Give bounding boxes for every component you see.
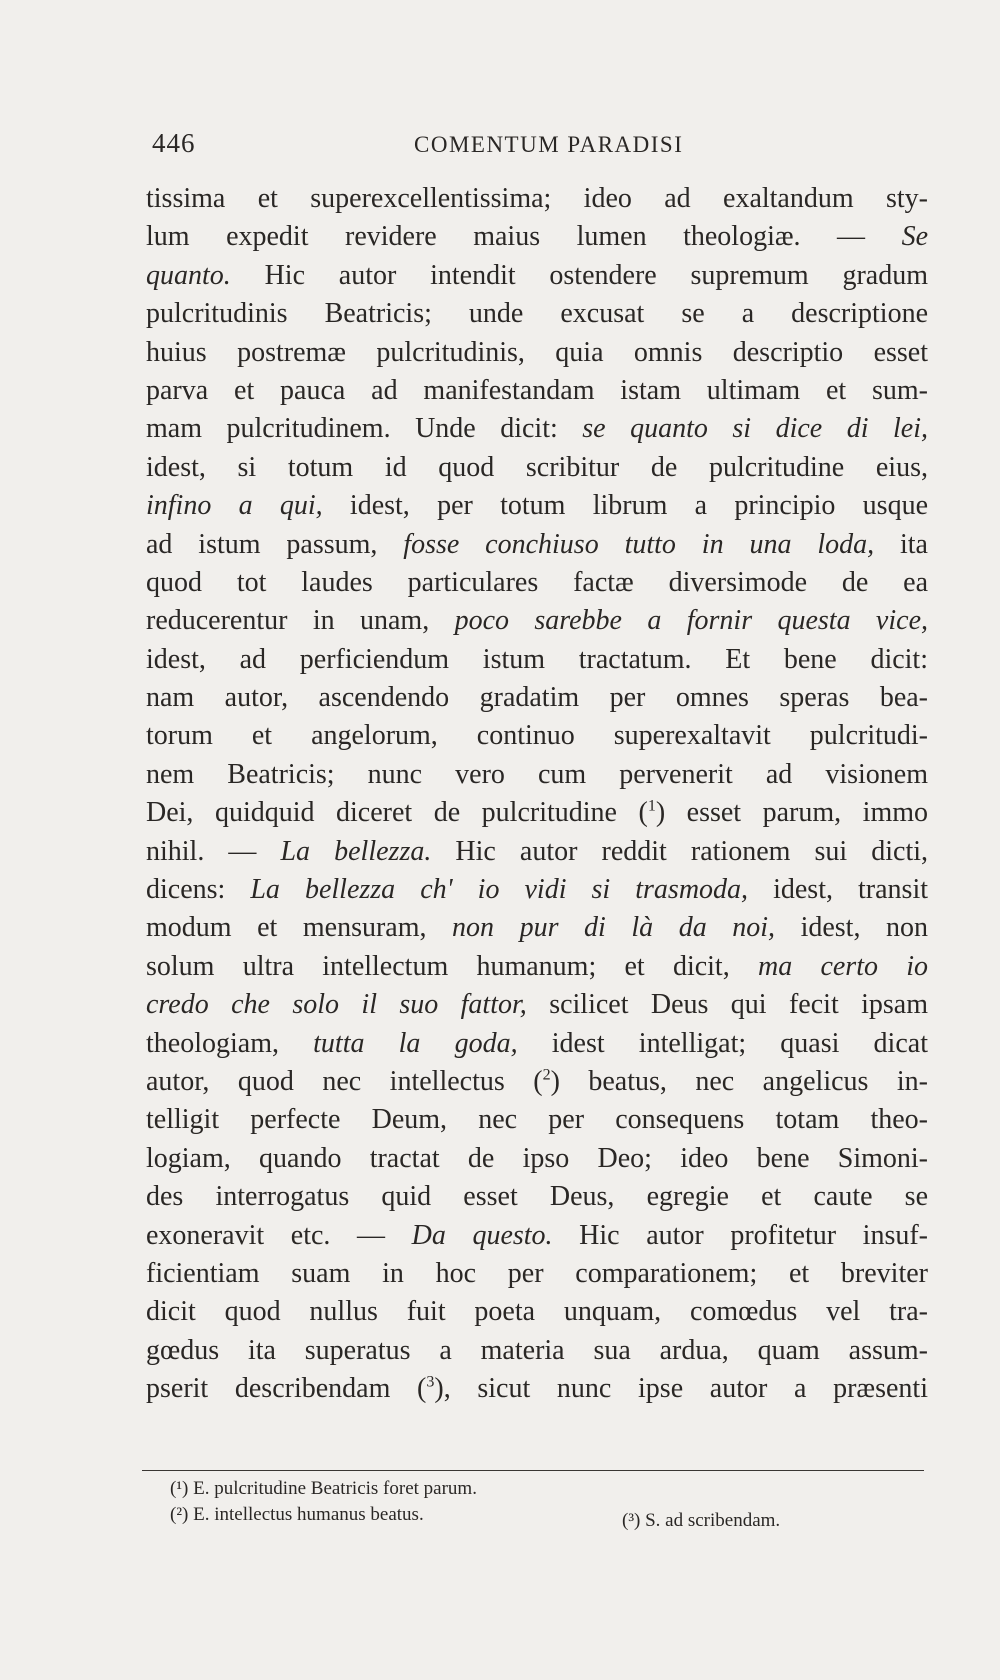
text-run: des interrogatus quid esset Deus, egregie et caute se [146,1181,928,1213]
text-run: parva et pauca ad manifestandam istam ultimam et sum- [146,374,928,406]
text-run: nem Beatricis; nunc vero cum pervenerit ad visionem [146,758,928,790]
italic-quote: credo che solo il suo fattor, [146,989,527,1021]
italic-quote: non pur di là da noi, [452,912,776,944]
text-run: lum expedit revidere maius lumen theologiæ. — [146,221,902,253]
text-line [146,1025,928,1063]
text-run: dicens: [146,874,251,906]
text-line [146,1332,928,1370]
page-number: 446 [152,128,196,158]
italic-quote: se quanto si dice di lei, [582,413,928,445]
footnotes [170,1476,930,1531]
footnote-row [170,1476,930,1502]
text-run: Hic autor intendit ostendere supremum gradum [230,259,928,291]
text-run: ) beatus, nec angelicus in- [550,1065,928,1097]
text-line [146,1140,928,1178]
italic-quote: La bellezza. [280,835,432,867]
text-run: ita [874,528,928,560]
text-line [146,1370,928,1408]
text-run: ) esset parum, immo [655,797,928,829]
text-run: theologiam, [146,1027,314,1059]
italic-quote: quanto. [146,259,231,291]
text-line [146,948,928,986]
text-run: exoneravit etc. — [146,1219,412,1251]
text-line [146,602,928,640]
italic-quote: Se [901,221,928,253]
text-line [146,1293,928,1331]
text-run: idest, si totum id quod scribitur de pulcritudine eius, [146,451,928,483]
text-run: idest, per totum librum a principio usque [322,490,928,522]
text-run: modum et mensuram, [146,912,453,944]
text-run: nihil. — [146,835,281,867]
footnote-marker: 3 [426,1373,435,1391]
footnote-3: (³) S. ad scribendam. [622,1510,781,1531]
text-run: gœdus ita superatus a materia sua ardua, quam assum- [146,1334,928,1366]
page-header [152,128,924,168]
text-run: idest, ad perficiendum istum tractatum. Et bene dicit: [146,643,928,675]
text-line [146,679,928,717]
text-run: dicit quod nullus fuit poeta unquam, comœdus vel tra- [146,1296,928,1328]
text-line [146,986,928,1024]
text-line [146,180,928,218]
text-run: scilicet Deus qui fecit ipsam [526,989,928,1021]
text-run: huius postremæ pulcritudinis, quia omnis descriptio esset [146,336,928,368]
text-run: ), sicut nunc ipse autor a præsenti [434,1373,928,1405]
italic-quote: poco sarebbe a fornir questa vice, [454,605,928,637]
footnote-marker: 2 [542,1066,551,1084]
text-run: telligit perfecte Deum, nec per consequens totam theo- [146,1104,928,1136]
text-run: solum ultra intellectum humanum; et dicit, [146,950,758,982]
footnote-2: (²) E. intellectus humanus beatus. [170,1504,424,1525]
italic-quote: tutta la goda, [313,1027,518,1059]
text-run: reducerentur in unam, [146,605,455,637]
text-run: idest intelligat; quasi dicat [517,1027,928,1059]
text-line [146,295,928,333]
italic-quote: ma certo io [757,950,928,982]
text-line [146,717,928,755]
text-run: idest, transit [748,874,928,906]
text-line [146,756,928,794]
italic-quote: La bellezza ch' io vidi si trasmoda, [250,874,749,906]
text-line [146,1178,928,1216]
footnote-rule [142,1470,924,1471]
text-line [146,1063,928,1101]
italic-quote: Da questo. [411,1219,553,1251]
text-line [146,794,928,832]
text-line [146,833,928,871]
text-run: ficientiam suam in hoc per comparationem; et breviter [146,1257,928,1289]
text-line [146,410,928,448]
footnote-1: (¹) E. pulcritudine Beatricis foret parum. [170,1478,477,1499]
text-run: mam pulcritudinem. Unde dicit: [146,413,583,445]
text-run: Hic autor reddit rationem sui dicti, [431,835,928,867]
text-line [146,487,928,525]
footnote-row [170,1502,930,1531]
body-text [146,180,928,1409]
text-line [146,372,928,410]
text-line [146,909,928,947]
text-line [146,871,928,909]
text-line [146,334,928,372]
text-run: autor, quod nec intellectus ( [146,1065,543,1097]
text-line [146,257,928,295]
text-run: idest, non [775,912,928,944]
footnote-marker: 1 [647,797,656,815]
text-line [146,526,928,564]
text-run: quod tot laudes particulares factæ diversimode de ea [146,566,928,598]
text-line [146,1255,928,1293]
italic-quote: infino a qui, [146,490,323,522]
text-run: tissima et superexcellentissima; ideo ad exaltandum sty- [146,183,928,214]
text-run: Hic autor profitetur insuf- [552,1219,928,1251]
running-title: COMENTUM PARADISI [414,132,684,157]
text-line [146,641,928,679]
text-line [146,1101,928,1139]
text-run: ad istum passum, [146,528,404,560]
text-run: logiam, quando tractat de ipso Deo; ideo bene Simoni- [146,1142,928,1174]
text-line [146,564,928,602]
text-run: pulcritudinis Beatricis; unde excusat se a descriptione [146,298,928,330]
italic-quote: fosse conchiuso tutto in una loda, [403,528,875,560]
text-run: pserit describendam ( [146,1373,427,1405]
text-run: nam autor, ascendendo gradatim per omnes speras bea- [146,682,928,714]
text-run: Dei, quidquid diceret de pulcritudine ( [146,797,648,829]
text-line [146,1217,928,1255]
text-line [146,218,928,256]
text-line [146,449,928,487]
text-run: torum et angelorum, continuo superexaltavit pulcritudi- [146,720,928,752]
